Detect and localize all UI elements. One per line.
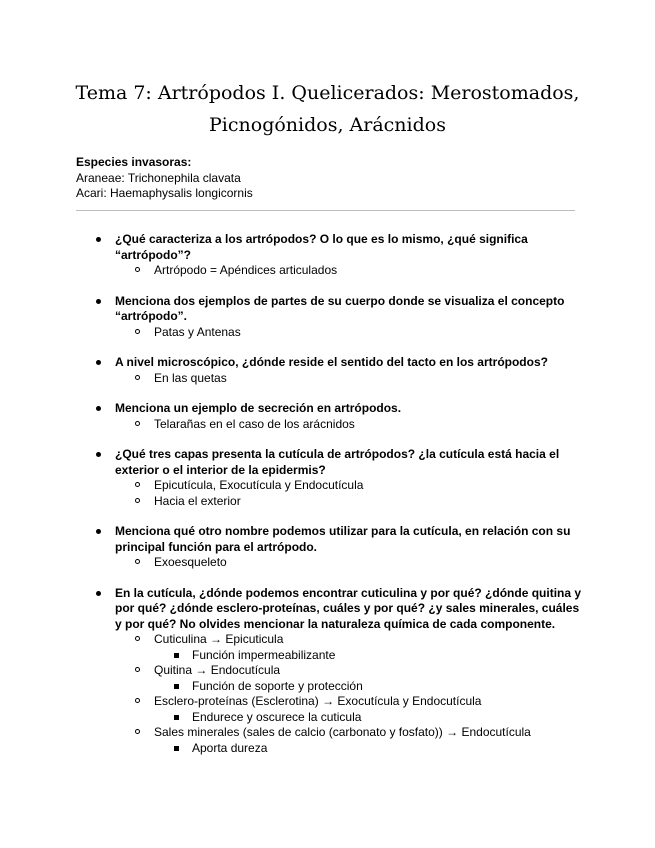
answer-text: Telarañas en el caso de los arácnidos	[154, 416, 355, 431]
question-item	[0, 586, 655, 757]
question-item	[0, 232, 655, 279]
invasive-species-item: Acari: Haemaphysalis longicornis	[76, 186, 253, 200]
answer-text: Cuticulina → Epicuticula	[154, 632, 284, 646]
question-text: Menciona un ejemplo de secreción en artrópodos.	[115, 401, 402, 415]
question-text: Menciona qué otro nombre podemos utilizar para la cutícula, en relación con su principal función para el artrópodo.	[115, 524, 571, 554]
answer-item	[0, 478, 655, 494]
sub-answer-item	[0, 679, 655, 695]
square-bullet-icon	[174, 653, 179, 658]
square-bullet-icon	[174, 715, 179, 720]
circle-bullet-icon	[135, 698, 140, 703]
sub-answer-text: Función de soporte y protección	[192, 678, 363, 693]
square-bullet-icon	[174, 746, 179, 751]
bullet-icon	[96, 529, 101, 534]
horizontal-divider	[76, 210, 575, 211]
bullet-icon	[96, 591, 101, 596]
question-item	[0, 294, 655, 341]
sub-answer-text: Aporta dureza	[192, 740, 268, 755]
invasive-species-item: Araneae: Trichonephila clavata	[76, 170, 241, 185]
answer-text: Hacia el exterior	[154, 493, 241, 508]
answer-text: Artrópodo = Apéndices articulados	[154, 263, 338, 277]
answer-item	[0, 263, 655, 279]
answer-text: Exoesqueleto	[154, 555, 227, 569]
circle-bullet-icon	[135, 498, 140, 503]
question-list	[0, 232, 655, 771]
question-text: ¿Qué tres capas presenta la cutícula de artrópodos? ¿la cutícula está hacia el exterior o el interior de la epidermis?	[115, 447, 560, 477]
answer-item	[0, 371, 655, 387]
question-item	[0, 524, 655, 571]
answer-item	[0, 725, 655, 741]
circle-bullet-icon	[135, 482, 140, 487]
question-item	[0, 401, 655, 432]
circle-bullet-icon	[135, 667, 140, 672]
sub-answer-item	[0, 648, 655, 664]
bullet-icon	[96, 237, 101, 242]
circle-bullet-icon	[135, 636, 140, 641]
bullet-icon	[96, 406, 101, 411]
circle-bullet-icon	[135, 559, 140, 564]
bullet-icon	[96, 452, 101, 457]
question-text: Menciona dos ejemplos de partes de su cuerpo donde se visualiza el concepto “artrópodo”.	[115, 293, 565, 323]
answer-text: En las quetas	[154, 370, 227, 385]
question-item	[0, 447, 655, 509]
circle-bullet-icon	[135, 421, 140, 426]
answer-item	[0, 325, 655, 341]
invasive-species-heading: Especies invasoras:	[76, 155, 192, 169]
bullet-icon	[96, 299, 101, 304]
answer-item	[0, 555, 655, 571]
sub-answer-item	[0, 710, 655, 726]
question-text: A nivel microscópico, ¿dónde reside el sentido del tacto en los artrópodos?	[115, 355, 548, 369]
invasive-species-block	[76, 155, 253, 202]
bullet-icon	[96, 360, 101, 365]
answer-text: Patas y Antenas	[154, 324, 241, 339]
answer-text: Quitina → Endocutícula	[154, 663, 281, 677]
page-title	[60, 78, 595, 140]
answer-text: Epicutícula, Exocutícula y Endocutícula	[154, 478, 364, 492]
title-line-2: Picnogónidos, Arácnidos	[209, 114, 446, 136]
circle-bullet-icon	[135, 267, 140, 272]
circle-bullet-icon	[135, 329, 140, 334]
square-bullet-icon	[174, 684, 179, 689]
answer-text: Sales minerales (sales de calcio (carbonato y fosfato)) → Endocutícula	[154, 725, 531, 739]
circle-bullet-icon	[135, 729, 140, 734]
sub-answer-text: Endurece y oscurece la cuticula	[192, 709, 362, 724]
answer-item	[0, 694, 655, 710]
answer-text: Esclero-proteínas (Esclerotina) → Exocutícula y Endocutícula	[154, 694, 482, 708]
answer-item	[0, 494, 655, 510]
sub-answer-item	[0, 741, 655, 757]
question-text: En la cutícula, ¿dónde podemos encontrar cuticulina y por qué? ¿dónde quitina y por qué? ¿dónde esclero-proteínas, cuáles y por qué? ¿y sales minerales, cuáles y por qué? No olvides mencionar la naturaleza química de cada componente.	[115, 585, 582, 631]
question-text: ¿Qué caracteriza a los artrópodos? O lo que es lo mismo, ¿qué significa “artrópodo”?	[115, 232, 528, 262]
sub-answer-text: Función impermeabilizante	[192, 647, 336, 662]
answer-item	[0, 632, 655, 648]
title-line-1: Tema 7: Artrópodos I. Quelicerados: Merostomados,	[75, 82, 580, 104]
answer-item	[0, 663, 655, 679]
circle-bullet-icon	[135, 375, 140, 380]
question-item	[0, 355, 655, 386]
answer-item	[0, 417, 655, 433]
